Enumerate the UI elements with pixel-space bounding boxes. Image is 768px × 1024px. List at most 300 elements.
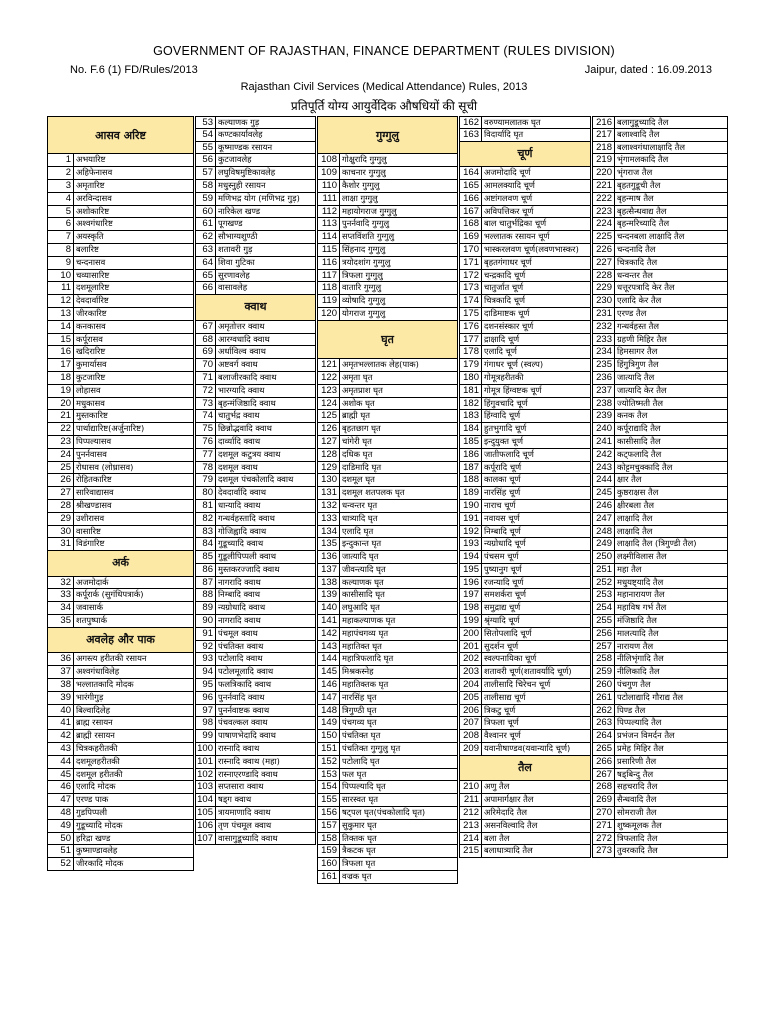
serial-number: 162 xyxy=(460,117,482,128)
medicine-name: चांगेरी घृत xyxy=(342,435,372,446)
medicine-row xyxy=(317,589,458,602)
medicine-row xyxy=(195,641,316,654)
serial-number: 2 xyxy=(48,167,74,179)
medicine-name: कूष्माण्डक रसायन xyxy=(218,141,273,152)
medicine-name: पंचतिक्त घृत xyxy=(342,730,381,741)
medicine-row xyxy=(459,513,591,526)
medicine-name: कुष्ठराक्षस तैल xyxy=(617,487,659,498)
serial-number: 195 xyxy=(460,564,482,576)
medicine-row xyxy=(195,538,316,551)
serial-number: 9 xyxy=(48,257,74,269)
medicine-name: त्रिफला घृत xyxy=(342,858,376,869)
serial-number: 41 xyxy=(48,717,74,729)
serial-number: 21 xyxy=(48,410,74,422)
medicine-row xyxy=(459,334,591,347)
medicine-name: कट्फलादि तैल xyxy=(617,448,662,459)
serial-number: 4 xyxy=(48,193,74,205)
medicine-name: बलाजीरकादि क्वाथ xyxy=(218,371,277,382)
serial-number: 248 xyxy=(593,526,615,538)
medicine-row xyxy=(47,244,194,257)
medicine-row xyxy=(317,385,458,398)
medicine-row xyxy=(459,474,591,487)
medicine-row xyxy=(459,641,591,654)
medicine-row xyxy=(317,372,458,385)
medicine-name: आमलक्यादि चूर्ण xyxy=(484,179,535,190)
serial-number: 194 xyxy=(460,551,482,563)
medicine-row xyxy=(459,820,591,833)
medicine-row xyxy=(195,513,316,526)
section-header-label: अवलेह और पाक xyxy=(86,632,155,646)
medicine-name: पिप्पल्यादि तैल xyxy=(617,717,662,728)
medicine-name: एलादि चूर्ण xyxy=(484,346,517,357)
medicine-name: शिवा गुटिका xyxy=(218,256,255,267)
medicine-row xyxy=(592,794,728,807)
medicine-name: बृहतगुडूची तैल xyxy=(617,179,661,190)
medicine-row xyxy=(47,538,194,551)
medicine-row xyxy=(195,142,316,155)
medicine-name: शतपुष्पार्क xyxy=(76,615,107,626)
medicine-row xyxy=(195,270,316,283)
medicine-row xyxy=(592,820,728,833)
medicine-name: शुष्कमूलक तैल xyxy=(617,819,662,830)
serial-number: 16 xyxy=(48,346,74,358)
serial-number: 65 xyxy=(196,270,216,282)
medicine-row xyxy=(195,794,316,807)
medicine-name: लाक्षादि तैल xyxy=(617,512,653,523)
medicine-row xyxy=(47,756,194,769)
medicine-name: पंचवल्कल क्वाथ xyxy=(218,717,268,728)
serial-number: 224 xyxy=(593,218,615,230)
medicine-name: दशमूलहरीतकी xyxy=(76,755,120,766)
medicine-row xyxy=(459,462,591,475)
serial-number: 11 xyxy=(48,282,74,294)
medicine-name: गोमूत्र हिंग्वष्टक चूर्ण xyxy=(484,384,542,395)
medicine-row xyxy=(592,602,728,615)
medicine-name: अरविन्दासव xyxy=(76,192,112,203)
serial-number: 22 xyxy=(48,423,74,435)
serial-number: 15 xyxy=(48,334,74,346)
medicine-row xyxy=(592,589,728,602)
medicine-name: वासावलेह xyxy=(218,282,248,293)
medicine-name: जात्यादि घृत xyxy=(342,551,379,562)
medicine-name: क्षार तैल xyxy=(617,474,642,485)
medicine-name: दशमूल पंचकोलादि क्वाथ xyxy=(218,474,294,485)
serial-number: 14 xyxy=(48,321,74,333)
medicine-name: पंचसम चूर्ण xyxy=(484,551,519,562)
medicine-name: पिप्पल्यासव xyxy=(76,435,112,446)
serial-number: 17 xyxy=(48,359,74,371)
serial-number: 223 xyxy=(593,206,615,218)
serial-number: 128 xyxy=(318,449,340,461)
serial-number: 227 xyxy=(593,257,615,269)
medicine-column-3 xyxy=(317,116,458,884)
medicine-name: महापंचगव्य घृत xyxy=(342,627,389,638)
medicine-name: प्रभंजन विमर्दन तैल xyxy=(617,730,675,741)
medicine-row xyxy=(195,487,316,500)
medicine-column-4 xyxy=(459,116,591,858)
medicine-row xyxy=(195,218,316,231)
serial-number: 89 xyxy=(196,602,216,614)
medicine-name: पुनर्नवादि क्वाथ xyxy=(218,691,265,702)
medicine-name: अमृतप्राश घृत xyxy=(342,384,383,395)
medicine-row xyxy=(317,193,458,206)
medicine-row xyxy=(195,334,316,347)
medicine-row xyxy=(459,398,591,411)
medicine-row xyxy=(317,615,458,628)
medicine-row xyxy=(592,474,728,487)
serial-number: 266 xyxy=(593,756,615,768)
serial-number: 200 xyxy=(460,628,482,640)
medicine-name: उशीरासव xyxy=(76,512,105,523)
serial-number: 37 xyxy=(48,666,74,678)
medicine-row xyxy=(459,436,591,449)
serial-number: 46 xyxy=(48,781,74,793)
serial-number: 243 xyxy=(593,462,615,474)
medicine-row xyxy=(592,833,728,846)
serial-number: 209 xyxy=(460,743,482,755)
serial-number: 258 xyxy=(593,653,615,665)
medicine-row xyxy=(47,794,194,807)
serial-number: 67 xyxy=(196,321,216,333)
medicine-name: हरिद्रा खण्ड xyxy=(76,832,111,843)
serial-number: 257 xyxy=(593,641,615,653)
medicine-name: सारस्वत घृत xyxy=(342,794,378,805)
medicine-column-5 xyxy=(592,116,728,858)
medicine-name: बलागुडूच्यादि तैल xyxy=(617,117,669,127)
medicine-name: गुडूच्यादि क्वाथ xyxy=(218,538,264,549)
medicine-row xyxy=(317,180,458,193)
serial-number: 144 xyxy=(318,653,340,665)
section-header xyxy=(317,321,458,359)
serial-number: 100 xyxy=(196,743,216,755)
medicine-row xyxy=(317,871,458,884)
medicine-name: महाकल्याणक घृत xyxy=(342,615,396,626)
medicine-name: सप्तसारा क्वाथ xyxy=(218,781,264,792)
serial-number: 264 xyxy=(593,730,615,742)
serial-number: 27 xyxy=(48,487,74,499)
serial-number: 8 xyxy=(48,244,74,256)
serial-number: 158 xyxy=(318,833,340,845)
serial-number: 56 xyxy=(196,154,216,166)
medicine-name: अमृतोत्तर क्वाथ xyxy=(218,320,265,331)
serial-number: 110 xyxy=(318,180,340,192)
medicine-name: निम्बादि क्वाथ xyxy=(218,589,261,600)
medicine-name: लाक्षादि तैल xyxy=(617,525,653,536)
medicine-row xyxy=(47,385,194,398)
serial-number: 103 xyxy=(196,781,216,793)
medicine-name: श्रृंग्यादि चूर्ण xyxy=(484,615,520,626)
medicine-name: छिन्नोद्भवादि क्वाथ xyxy=(218,423,272,434)
medicine-name: सुकुमार घृत xyxy=(342,819,377,830)
medicine-name: पंचमूल क्वाथ xyxy=(218,627,258,638)
serial-number: 249 xyxy=(593,538,615,550)
medicine-name: कर्पूराद्यादि तैल xyxy=(617,423,661,434)
medicine-row xyxy=(47,193,194,206)
serial-number: 156 xyxy=(318,807,340,819)
medicine-name: कर्पूरार्क (सुगंधिपत्रार्क) xyxy=(76,589,144,600)
serial-number: 160 xyxy=(318,858,340,870)
medicine-row xyxy=(317,538,458,551)
serial-number: 63 xyxy=(196,244,216,256)
medicine-name: गुडपिप्पली xyxy=(76,807,108,818)
medicine-name: लाक्षा गुग्गुलु xyxy=(342,192,378,203)
section-header xyxy=(47,116,194,154)
medicine-row xyxy=(195,692,316,705)
medicine-name: ब्राह्मी रसायन xyxy=(76,730,115,741)
medicine-row xyxy=(317,858,458,871)
medicine-row xyxy=(317,206,458,219)
serial-number: 97 xyxy=(196,705,216,717)
medicine-row xyxy=(459,308,591,321)
serial-number: 175 xyxy=(460,308,482,320)
medicine-name: अमृता घृत xyxy=(342,371,373,382)
medicine-column-1 xyxy=(47,116,194,871)
serial-number: 50 xyxy=(48,833,74,845)
medicine-row xyxy=(47,167,194,180)
medicine-row xyxy=(47,820,194,833)
medicine-row xyxy=(592,462,728,475)
medicine-name: अहिफेनासव xyxy=(76,167,113,178)
medicine-row xyxy=(195,705,316,718)
medicine-name: बृहतगंगाधर चूर्ण xyxy=(484,256,532,267)
medicine-name: हिंगुवचादि चूर्ण xyxy=(484,397,528,408)
medicine-name: मिश्रकस्नेह xyxy=(342,666,374,677)
medicine-name: भृंगराज तैल xyxy=(617,167,653,178)
serial-number: 43 xyxy=(48,743,74,755)
medicine-row xyxy=(47,231,194,244)
medicine-row xyxy=(47,577,194,590)
medicine-row xyxy=(459,129,591,142)
medicine-name: हिंगुत्रिगुण तैल xyxy=(617,359,659,370)
serial-number: 174 xyxy=(460,295,482,307)
medicine-row xyxy=(195,398,316,411)
medicine-row xyxy=(47,257,194,270)
medicine-row xyxy=(47,410,194,423)
medicine-row xyxy=(459,615,591,628)
medicine-name: श्रीखण्डासव xyxy=(76,499,112,510)
medicine-row xyxy=(317,833,458,846)
serial-number: 130 xyxy=(318,474,340,486)
serial-number: 153 xyxy=(318,769,340,781)
medicine-row xyxy=(317,167,458,180)
medicine-name: पाषाणभेदादि क्वाथ xyxy=(218,730,276,741)
section-header xyxy=(317,116,458,154)
medicine-name: कल्याणक गुड़ xyxy=(218,117,260,127)
medicine-name: बृहन्मंजिष्ठादि क्वाथ xyxy=(218,397,276,408)
medicine-row xyxy=(47,321,194,334)
medicine-row xyxy=(459,193,591,206)
medicine-row xyxy=(195,154,316,167)
serial-number: 196 xyxy=(460,577,482,589)
serial-number: 115 xyxy=(318,244,340,256)
serial-number: 5 xyxy=(48,206,74,218)
medicine-name: गंगाधर चूर्ण (स्वल्प) xyxy=(484,359,544,370)
serial-number: 119 xyxy=(318,295,340,307)
serial-number: 204 xyxy=(460,679,482,691)
medicine-row xyxy=(459,564,591,577)
medicine-name: महानारायण तैल xyxy=(617,589,665,600)
medicine-name: कुटजावलेह xyxy=(218,154,252,165)
medicine-row xyxy=(592,577,728,590)
medicine-name: मधुस्नुही रसायन xyxy=(218,179,266,190)
medicine-row xyxy=(317,653,458,666)
medicine-name: मुस्तकरज्जादि क्वाथ xyxy=(218,563,280,574)
serial-number: 170 xyxy=(460,244,482,256)
serial-number: 145 xyxy=(318,666,340,678)
medicine-row xyxy=(592,526,728,539)
medicine-name: धात्र्यादि घृत xyxy=(342,512,378,523)
medicine-row xyxy=(592,564,728,577)
medicine-name: कर्पूरादि चूर्ण xyxy=(484,461,522,472)
medicine-row xyxy=(592,513,728,526)
medicine-row xyxy=(459,794,591,807)
medicine-row xyxy=(592,730,728,743)
medicine-name: पूगखण्ड xyxy=(218,218,243,229)
serial-number: 180 xyxy=(460,372,482,384)
medicine-row xyxy=(459,410,591,423)
serial-number: 120 xyxy=(318,308,340,320)
serial-number: 202 xyxy=(460,653,482,665)
medicine-name: सैन्धवादि तैल xyxy=(617,794,657,805)
medicine-name: त्रिकटु चूर्ण xyxy=(484,704,516,715)
medicine-row xyxy=(317,577,458,590)
rules-subtitle: Rajasthan Civil Services (Medical Attendance) Rules, 2013 xyxy=(240,81,528,93)
medicine-row xyxy=(317,666,458,679)
serial-number: 241 xyxy=(593,436,615,448)
serial-number: 198 xyxy=(460,602,482,614)
medicine-row xyxy=(195,730,316,743)
medicine-name: कर्पूरासव xyxy=(76,333,103,344)
serial-number: 121 xyxy=(318,359,340,371)
medicine-row xyxy=(459,385,591,398)
medicine-name: न्यग्रोधादि क्वाथ xyxy=(218,602,266,613)
serial-number: 187 xyxy=(460,462,482,474)
serial-number: 57 xyxy=(196,167,216,179)
medicine-row xyxy=(317,359,458,372)
medicine-name: शतावरी चूर्ण(शतावर्यादि चूर्ण) xyxy=(484,666,572,677)
serial-number: 232 xyxy=(593,321,615,333)
serial-number: 109 xyxy=(318,167,340,179)
medicine-name: रास्नाएरण्डादि क्वाथ xyxy=(218,768,278,779)
medicine-row xyxy=(592,282,728,295)
serial-number: 118 xyxy=(318,282,340,294)
medicine-row xyxy=(459,244,591,257)
serial-number: 138 xyxy=(318,577,340,589)
medicine-name: पटोलादि घृत xyxy=(342,755,380,766)
serial-number: 137 xyxy=(318,564,340,576)
medicine-name: कण्टकार्यावलेह xyxy=(218,128,263,139)
medicine-name: अभयारिष्ट xyxy=(76,154,106,165)
medicine-row xyxy=(47,615,194,628)
serial-number: 236 xyxy=(593,372,615,384)
medicine-name: कासीसादि तैल xyxy=(617,435,661,446)
medicine-row xyxy=(592,334,728,347)
medicine-row xyxy=(459,628,591,641)
medicine-name: भल्लातक रसायन चूर्ण xyxy=(484,231,550,242)
medicine-row xyxy=(592,436,728,449)
medicine-row xyxy=(459,487,591,500)
medicine-name: त्रायमाणादि क्वाथ xyxy=(218,807,271,818)
medicine-name: कोट्टमचुक्कादि तैल xyxy=(617,461,673,472)
medicine-row xyxy=(592,346,728,359)
medicine-name: एलादि केर तैल xyxy=(617,295,662,306)
serial-number: 6 xyxy=(48,218,74,230)
medicine-row xyxy=(47,679,194,692)
medicine-name: अशोक घृत xyxy=(342,397,375,408)
serial-number: 112 xyxy=(318,206,340,218)
serial-number: 169 xyxy=(460,231,482,243)
medicine-row xyxy=(459,577,591,590)
medicine-name: पटोलमूलादि क्वाथ xyxy=(218,666,274,677)
medicine-row xyxy=(47,730,194,743)
serial-number: 154 xyxy=(318,781,340,793)
medicine-row xyxy=(459,282,591,295)
section-header-label: अर्क xyxy=(112,556,129,570)
serial-number: 34 xyxy=(48,602,74,614)
section-header xyxy=(459,756,591,782)
serial-number: 1 xyxy=(48,154,74,166)
medicine-row xyxy=(317,743,458,756)
serial-number: 171 xyxy=(460,257,482,269)
serial-number: 167 xyxy=(460,206,482,218)
medicine-name: कालका चूर्ण xyxy=(484,474,521,485)
medicine-name: नागरादि क्वाथ xyxy=(218,576,261,587)
medicine-row xyxy=(317,717,458,730)
medicine-name: सौभाग्यशुण्ठी xyxy=(218,231,258,242)
medicine-name: त्रैकटक घृत xyxy=(342,845,376,856)
medicine-name: पुनर्नवादि गुग्गुलु xyxy=(342,218,390,229)
serial-number: 150 xyxy=(318,730,340,742)
medicine-name: दशमूल क्वाथ xyxy=(218,461,258,472)
serial-number: 76 xyxy=(196,436,216,448)
place-date: Jaipur, dated : 16.09.2013 xyxy=(584,64,712,76)
serial-number: 96 xyxy=(196,692,216,704)
medicine-row xyxy=(47,666,194,679)
medicine-name: काचनार गुग्गुलु xyxy=(342,167,386,178)
medicine-row xyxy=(459,781,591,794)
serial-number: 92 xyxy=(196,641,216,653)
medicine-name: महा तैल xyxy=(617,563,642,574)
medicine-row xyxy=(47,295,194,308)
serial-number: 69 xyxy=(196,346,216,358)
medicine-name: नारसिंह घृत xyxy=(342,691,377,702)
serial-number: 111 xyxy=(318,193,340,205)
medicine-row xyxy=(459,653,591,666)
serial-number: 222 xyxy=(593,193,615,205)
serial-number: 190 xyxy=(460,500,482,512)
medicine-name: लघुआदि घृत xyxy=(342,602,380,613)
serial-number: 183 xyxy=(460,410,482,422)
serial-number: 197 xyxy=(460,589,482,601)
serial-number: 272 xyxy=(593,833,615,845)
medicine-name: बिल्वादिलेह xyxy=(76,704,110,715)
serial-number: 203 xyxy=(460,666,482,678)
serial-number: 214 xyxy=(460,833,482,845)
medicine-row xyxy=(317,526,458,539)
serial-number: 239 xyxy=(593,410,615,422)
medicine-row xyxy=(47,462,194,475)
medicine-name: असनविल्वादि तैल xyxy=(484,819,538,830)
medicine-row xyxy=(47,334,194,347)
medicine-name: बलाश्वादि तैल xyxy=(617,128,660,139)
serial-number: 104 xyxy=(196,794,216,806)
medicine-row xyxy=(317,398,458,411)
medicine-name: भास्करलवण चूर्ण(लवणभास्कर) xyxy=(484,243,579,254)
serial-number: 87 xyxy=(196,577,216,589)
medicine-row xyxy=(195,321,316,334)
medicine-name: लाक्षादि तैल (त्रिगुण्डी तैल) xyxy=(617,538,697,549)
serial-number: 230 xyxy=(593,295,615,307)
